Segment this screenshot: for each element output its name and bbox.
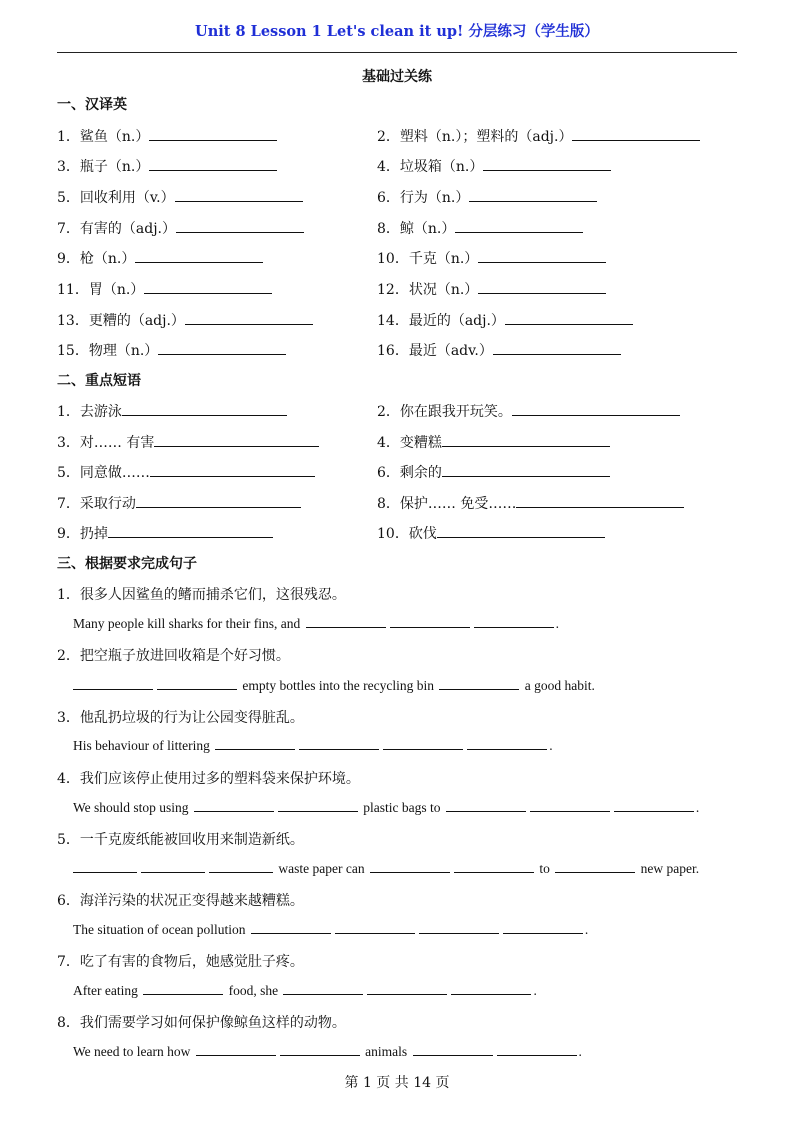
answer-blank[interactable] xyxy=(419,921,499,934)
item-label: 10．砍伐 xyxy=(377,526,437,542)
item-label: 1．去游泳 xyxy=(57,404,122,420)
answer-blank[interactable] xyxy=(439,677,519,690)
answer-blank[interactable] xyxy=(442,431,610,447)
answer-blank[interactable] xyxy=(176,217,304,233)
answer-blank[interactable] xyxy=(530,799,610,812)
answer-blank[interactable] xyxy=(474,615,554,628)
answer-blank[interactable] xyxy=(135,247,263,263)
part1-row xyxy=(57,309,737,331)
answer-blank[interactable] xyxy=(283,982,363,995)
answer-blank[interactable] xyxy=(493,339,621,355)
part1-heading: 一、汉译英 xyxy=(57,97,127,113)
part1-row xyxy=(57,247,737,269)
answer-blank[interactable] xyxy=(73,860,137,873)
answer-blank[interactable] xyxy=(185,309,313,325)
answer-blank[interactable] xyxy=(280,1043,360,1056)
answer-blank[interactable] xyxy=(497,1043,577,1056)
question-chinese: 8．我们需要学习如何保护像鲸鱼这样的动物。 xyxy=(57,1015,346,1031)
answer-blank[interactable] xyxy=(194,799,274,812)
item-label: 8．鲸（n.） xyxy=(377,221,456,237)
item-label: 13．更糟的（adj.） xyxy=(57,313,185,329)
question-chinese: 4．我们应该停止使用过多的塑料袋来保护环境。 xyxy=(57,771,360,787)
answer-blank[interactable] xyxy=(158,339,286,355)
question-chinese: 2．把空瓶子放进回收箱是个好习惯。 xyxy=(57,648,290,664)
part1-row xyxy=(57,278,737,300)
header-divider xyxy=(57,52,737,53)
part2-row xyxy=(57,492,737,514)
answer-blank[interactable] xyxy=(149,155,277,171)
answer-blank[interactable] xyxy=(157,677,237,690)
answer-blank[interactable] xyxy=(196,1043,276,1056)
answer-blank[interactable] xyxy=(141,860,205,873)
answer-blank[interactable] xyxy=(478,278,606,294)
part2-row xyxy=(57,522,737,544)
answer-blank[interactable] xyxy=(437,522,605,538)
question-english: We need to learn how animals . xyxy=(73,1044,582,1059)
answer-blank[interactable] xyxy=(154,431,319,447)
item-label: 2．塑料（n.）；塑料的（adj.） xyxy=(377,129,573,145)
item-label: 9．枪（n.） xyxy=(57,251,136,267)
question-english: Many people kill sharks for their fins, and . xyxy=(73,616,559,631)
item-label: 4．垃圾箱（n.） xyxy=(377,159,484,175)
answer-blank[interactable] xyxy=(516,492,684,508)
answer-blank[interactable] xyxy=(367,982,447,995)
answer-blank[interactable] xyxy=(335,921,415,934)
part1-row xyxy=(57,339,737,361)
item-label: 2．你在跟我开玩笑。 xyxy=(377,404,512,420)
item-label: 10．千克（n.） xyxy=(377,251,479,267)
answer-blank[interactable] xyxy=(122,400,287,416)
question-chinese: 5．一千克废纸能被回收用来制造新纸。 xyxy=(57,832,304,848)
item-label: 5．回收利用（v.） xyxy=(57,190,175,206)
question-english: The situation of ocean pollution . xyxy=(73,922,589,937)
question-chinese: 6．海洋污染的状况正变得越来越糟糕。 xyxy=(57,893,304,909)
item-label: 3．对…… 有害 xyxy=(57,435,155,451)
item-label: 1．鲨鱼（n.） xyxy=(57,129,150,145)
question-english: We should stop using plastic bags to . xyxy=(73,800,700,815)
document-header: Unit 8 Lesson 1 Let's clean it up! 分层练习（学生版） xyxy=(195,23,599,40)
question-chinese: 1．很多人因鲨鱼的鳍而捕杀它们，这很残忍。 xyxy=(57,587,346,603)
answer-blank[interactable] xyxy=(306,615,386,628)
answer-blank[interactable] xyxy=(572,125,700,141)
answer-blank[interactable] xyxy=(390,615,470,628)
answer-blank[interactable] xyxy=(278,799,358,812)
answer-blank[interactable] xyxy=(446,799,526,812)
answer-blank[interactable] xyxy=(144,278,272,294)
item-label: 3．瓶子（n.） xyxy=(57,159,150,175)
answer-blank[interactable] xyxy=(469,186,597,202)
answer-blank[interactable] xyxy=(503,921,583,934)
item-label: 5．同意做…… xyxy=(57,465,150,481)
answer-blank[interactable] xyxy=(512,400,680,416)
answer-blank[interactable] xyxy=(73,677,153,690)
answer-blank[interactable] xyxy=(505,309,633,325)
answer-blank[interactable] xyxy=(483,155,611,171)
answer-blank[interactable] xyxy=(136,492,301,508)
item-label: 15．物理（n.） xyxy=(57,343,159,359)
answer-blank[interactable] xyxy=(478,247,606,263)
question-chinese: 3．他乱扔垃圾的行为让公园变得脏乱。 xyxy=(57,710,304,726)
page-footer: 第 1 页 共 14 页 xyxy=(344,1075,450,1091)
answer-blank[interactable] xyxy=(370,860,450,873)
answer-blank[interactable] xyxy=(413,1043,493,1056)
answer-blank[interactable] xyxy=(454,860,534,873)
item-label: 4．变糟糕 xyxy=(377,435,442,451)
part1-row xyxy=(57,186,737,208)
question-english: waste paper can to new paper. xyxy=(73,860,699,877)
part2-row xyxy=(57,461,737,483)
answer-blank[interactable] xyxy=(209,860,273,873)
item-label: 6．行为（n.） xyxy=(377,190,470,206)
question-chinese: 7．吃了有害的食物后，她感觉肚子疼。 xyxy=(57,954,304,970)
part3-heading: 三、根据要求完成句子 xyxy=(57,556,197,572)
question-english: After eating food, she . xyxy=(73,983,537,998)
part2-row xyxy=(57,431,737,453)
item-label: 12．状况（n.） xyxy=(377,282,479,298)
item-label: 6．剩余的 xyxy=(377,465,442,481)
answer-blank[interactable] xyxy=(451,982,531,995)
answer-blank[interactable] xyxy=(383,737,463,750)
answer-blank[interactable] xyxy=(455,217,583,233)
answer-blank[interactable] xyxy=(150,461,315,477)
question-english: His behaviour of littering . xyxy=(73,738,553,753)
answer-blank[interactable] xyxy=(299,737,379,750)
item-label: 11．胃（n.） xyxy=(57,282,145,298)
answer-blank[interactable] xyxy=(442,461,610,477)
item-label: 16．最近（adv.） xyxy=(377,343,493,359)
answer-blank[interactable] xyxy=(108,522,273,538)
answer-blank[interactable] xyxy=(175,186,303,202)
item-label: 8．保护…… 免受…… xyxy=(377,496,517,512)
answer-blank[interactable] xyxy=(215,737,295,750)
part1-row xyxy=(57,217,737,239)
answer-blank[interactable] xyxy=(614,799,694,812)
part2-row xyxy=(57,400,737,422)
answer-blank[interactable] xyxy=(251,921,331,934)
item-label: 7．有害的（adj.） xyxy=(57,221,177,237)
part1-row xyxy=(57,125,737,147)
question-english: empty bottles into the recycling bin a good habit. xyxy=(73,677,595,694)
item-label: 9．扔掉 xyxy=(57,526,108,542)
answer-blank[interactable] xyxy=(143,982,223,995)
part1-row xyxy=(57,155,737,177)
item-label: 14．最近的（adj.） xyxy=(377,313,505,329)
answer-blank[interactable] xyxy=(467,737,547,750)
answer-blank[interactable] xyxy=(555,860,635,873)
answer-blank[interactable] xyxy=(149,125,277,141)
section-title: 基础过关练 xyxy=(362,69,432,85)
part2-heading: 二、重点短语 xyxy=(57,373,141,389)
item-label: 7．采取行动 xyxy=(57,496,136,512)
